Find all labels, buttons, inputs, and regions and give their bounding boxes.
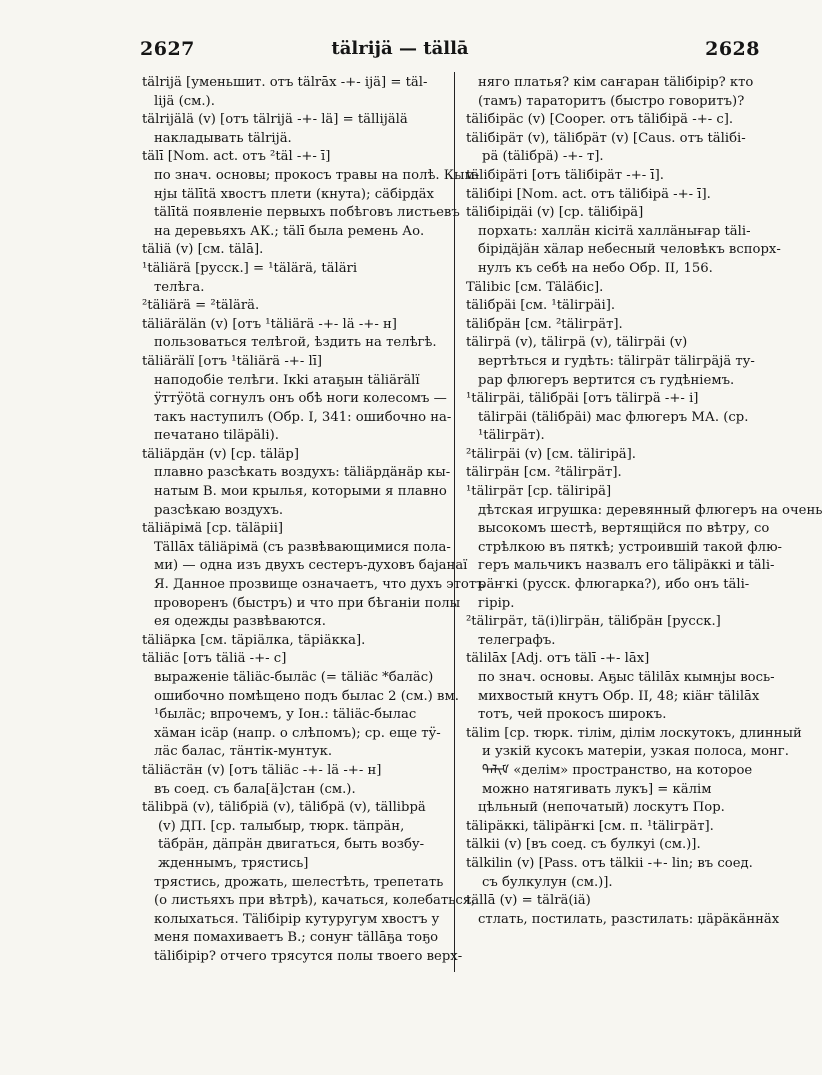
- entry-text-line: рäҥкі (русск. флюгарка?), ибо онъ täli-: [478, 577, 750, 593]
- entry-headline: täliбрäн [см. ²täliгрäт].: [466, 316, 623, 332]
- entry-text-line: (v) ДП. [ср. талыбыр, тюрк. täпрäн,: [158, 818, 405, 834]
- entry-text-line: рä (täliбрä) -+- т].: [482, 149, 604, 165]
- entry-headline: tälrijälä (v) [отъ tälrijä -+- lä] = tällijälä: [142, 112, 408, 128]
- entry-headline: täliäрка [см. täрiäлка, täрiäкка].: [142, 632, 366, 648]
- entry-text-line: (о листьяхъ при вѣтрѣ), качаться, колебаться,: [154, 893, 476, 909]
- page-number-left: 2627: [140, 38, 195, 60]
- entry-headline: täliгрä (v), täliгрä (v), täliгрäi (v): [466, 335, 688, 351]
- entry-headline: täliäстäн (v) [отъ täliäс -+- lä -+- н]: [142, 762, 382, 778]
- entry-text-line: нjы tälītä хвостъ плети (кнута); сäбiрдäх: [154, 186, 434, 202]
- entry-headline: täliгрäн [см. ²täliгрäт].: [466, 465, 622, 481]
- entry-text-line: наподобіе телѣги. Ікkі атаҕын täliärälï: [154, 372, 420, 388]
- entry-headline: täliрäккі, täliрäҥкі [см. п. ¹täliгрäт].: [466, 818, 714, 834]
- entry-headline: täliбірäс (v) [Cooper. отъ täliбірä -+- с].: [466, 112, 734, 128]
- entry-text-line: вертѣться и гудѣть: täliгрäт täliгрäjä ту-: [478, 353, 755, 369]
- entry-headline: täliбірäті [отъ täliбірäт -+- ī].: [466, 167, 664, 183]
- entry-text-line: трястись, дрожать, шелестѣть, трепетать: [154, 874, 444, 890]
- entry-text-line: по знач. основы; прокосъ травы на полѣ. Кым-: [154, 167, 480, 183]
- entry-text-line: геръ мальчикъ назвалъ его täliрäккі и täli-: [478, 558, 775, 574]
- entry-text-line: ми) — одна изъ двухъ сестеръ-духовъ баjанаï: [154, 558, 468, 574]
- entry-text-line: въ соед. съ бала[ä]стан (см.).: [154, 781, 356, 797]
- entry-text-line: ᠳᠡᠯᠢᠮ «делім» пространство, на которое: [482, 762, 753, 778]
- entry-headline: täliäрдäн (v) [ср. täläр]: [142, 446, 299, 462]
- entry-text-line: ӱттӱötä согнулъ онъ обѣ ноги колесомъ —: [154, 391, 447, 407]
- entry-headline: täliäс [отъ täliä -+- с]: [142, 651, 287, 667]
- entry-headline: täliärälän (v) [отъ ¹täliärä -+- lä -+- н]: [142, 316, 397, 332]
- entry-text-line: бірідäjäн хäлар небесный человѣкъ вспорх-: [478, 242, 781, 258]
- entry-headline: täliбрäi [см. ¹täliгрäi].: [466, 298, 616, 314]
- entry-text-line: такъ наступилъ (Обр. I, 341: ошибочно на-: [154, 409, 452, 425]
- page-number-right: 2628: [705, 38, 760, 60]
- entry-text-line: печатано tiläрäli).: [154, 428, 279, 444]
- entry-text-line: tälītä появленіе первыхъ побѣговъ листьевъ: [154, 205, 460, 221]
- entry-text-line: täliбірір? отчего трясутся полы твоего верх-: [154, 948, 463, 964]
- entry-headline: ¹täliгрäi, täliбрäi [отъ täliгрä -+- i]: [466, 391, 699, 407]
- entry-text-line: высокомъ шестѣ, вертящійся по вѣтру, со: [478, 521, 770, 537]
- entry-headline: täliärälï [отъ ¹täliärä -+- lī]: [142, 353, 323, 369]
- entry-text-line: телеграфъ.: [478, 632, 556, 648]
- entry-text-line: (тамъ) тараторитъ (быстро говоритъ)?: [478, 93, 745, 109]
- entry-text-line: täбрäн, дäпрäн двигаться, быть возбу-: [158, 837, 425, 853]
- entry-text-line: пользоваться телѣгой, ѣздить на телѣгѣ.: [154, 335, 437, 351]
- entry-text-line: нулъ къ себѣ на небо Обр. II, 156.: [478, 260, 713, 276]
- entry-text-line: ошибочно помѣщено подъ былас 2 (см.) вм.: [154, 688, 459, 704]
- entry-headline: täliä (v) [см. tälā].: [142, 242, 264, 258]
- entry-text-line: съ булкулун (см.)].: [482, 874, 613, 890]
- entry-text-line: проворенъ (быстръ) и что при бѣганіи полы: [154, 595, 461, 611]
- entry-text-line: и узкій кусокъ матеріи, узкая полоса, монг.: [482, 744, 789, 760]
- entry-text-line: жденнымъ, трястись]: [158, 855, 309, 871]
- entry-text-line: täliгрäi (täliбрäi) мас флюгеръ МА. (ср.: [478, 409, 749, 425]
- entry-text-line: дѣтская игрушка: деревянный флюгеръ на очень: [478, 502, 822, 518]
- entry-headline: tälrijä [уменьшит. отъ tälrāx -+- ijä] = täl-: [142, 75, 428, 90]
- entry-headline: tälkii (v) [въ соед. съ булкуi (см.)].: [466, 837, 701, 853]
- entry-text-line: по знач. основы. Аҕыс tälilāх кымнjы вось-: [478, 670, 775, 685]
- entry-headline: Tälibіс [см. Täläбіс].: [466, 279, 604, 295]
- entry-text-line: натым В. мои крылья, которыми я плавно: [154, 484, 447, 500]
- entry-text-line: телѣга.: [154, 279, 205, 295]
- entry-text-line: накладывать tälrijä.: [154, 130, 292, 146]
- entry-text-line: тотъ, чей прокосъ широкъ.: [478, 707, 667, 723]
- entry-text-line: рар флюгеръ вертится съ гудѣніемъ.: [478, 372, 735, 388]
- entry-headline: tälilāx [Adj. отъ tälī -+- lāx]: [466, 651, 650, 667]
- entry-text-line: стлать, постилать, разстилать: џäрäкäннäх: [478, 911, 780, 927]
- running-title: tälrijä — tällā: [331, 38, 469, 59]
- entry-text-line: lijä (см.).: [154, 93, 215, 109]
- entry-headline: tällā (v) = tälrä(iä): [466, 893, 591, 909]
- entry-text-line: колыхаться. Täliбірір кутуругум хвостъ у: [154, 911, 440, 927]
- entry-text-line: няго платья? кім саҥаран täliбірір? кто: [478, 75, 754, 90]
- entry-headline: tälim [ср. тюрк. тілім, дiлім лоскутокъ, длинный: [466, 725, 802, 741]
- entry-headline: tälī [Nom. act. отъ ²täl -+- ī]: [142, 149, 331, 165]
- entry-headline: ¹täliärä [русск.] = ¹tälärä, tälärі: [142, 260, 358, 276]
- entry-headline: ²täliärä = ²tälärä.: [142, 298, 260, 314]
- entry-text-line: меня помахиваетъ В.; сонуҥ tällāҕа тоҕо: [154, 930, 439, 946]
- right-column: [466, 74, 822, 929]
- entry-text-line: выраженіе täliäс-былäс (= täliäс *балäс): [154, 670, 434, 685]
- entry-headline: täliäрімä [ср. täläрii]: [142, 521, 284, 537]
- entry-text-line: порхать: халлäн кісітä халлäнығар täli-: [478, 223, 751, 239]
- entry-text-line: гірір.: [478, 595, 515, 611]
- entry-text-line: на деревьяхъ АК.; tälī была ремень Ао.: [154, 223, 425, 239]
- entry-text-line: ¹былäс; впрочемъ, у Іон.: täliäс-былас: [154, 707, 417, 723]
- entry-text-line: стрѣлкою въ пяткѣ; устроившій такой флю-: [478, 539, 783, 555]
- entry-text-line: ¹täliгрäт).: [478, 428, 545, 444]
- page-header: [0, 38, 800, 62]
- entry-headline: täliбірідäi (v) [ср. täliбірä]: [466, 205, 644, 221]
- entry-text-line: можно натягивать лукъ] = кäлім: [482, 781, 712, 797]
- entry-text-line: хäман ісäр (напр. о слѣпомъ); ср. еще тӱ-: [154, 725, 441, 741]
- entry-headline: tälibрä (v), täliбріä (v), täliбрä (v), tällibрä: [142, 800, 426, 816]
- entry-text-line: Я. Данное прозвище означаетъ, что духъ этотъ: [154, 577, 485, 593]
- entry-headline: ²täliгрäi (v) [см. täliгірä].: [466, 446, 636, 462]
- entry-text-line: плавно разсѣкать воздухъ: täliäрдäнäр кы-: [154, 465, 451, 481]
- entry-text-line: разсѣкаю воздухъ.: [154, 502, 284, 518]
- left-column: [142, 74, 485, 967]
- entry-headline: täliбірі [Nom. act. отъ täliбірä -+- ī].: [466, 186, 711, 202]
- entry-headline: tälkilin (v) [Pass. отъ tälkii -+- lin; въ соед.: [466, 855, 753, 871]
- entry-text-line: Tällāх täliäрімä (съ развѣвающимися пола-: [154, 539, 451, 555]
- entry-text-line: лäс балас, тäнтiк-мунтук.: [154, 744, 333, 760]
- entry-headline: ¹täliгрäт [ср. täliгірä]: [466, 484, 612, 500]
- entry-headline: ²täliгрäт, tä(i)liгрäн, täliбрäн [русск.]: [466, 614, 721, 630]
- entry-headline: täliбірäт (v), täliбрäт (v) [Caus. отъ täliбі-: [466, 130, 746, 146]
- entry-text-line: цѣльный (непочатый) лоскутъ Пор.: [478, 800, 725, 816]
- entry-text-line: михвостый кнутъ Обр. II, 48; кіäҥ tälilāх: [478, 688, 760, 704]
- entry-text-line: ея одежды развѣваются.: [154, 614, 326, 630]
